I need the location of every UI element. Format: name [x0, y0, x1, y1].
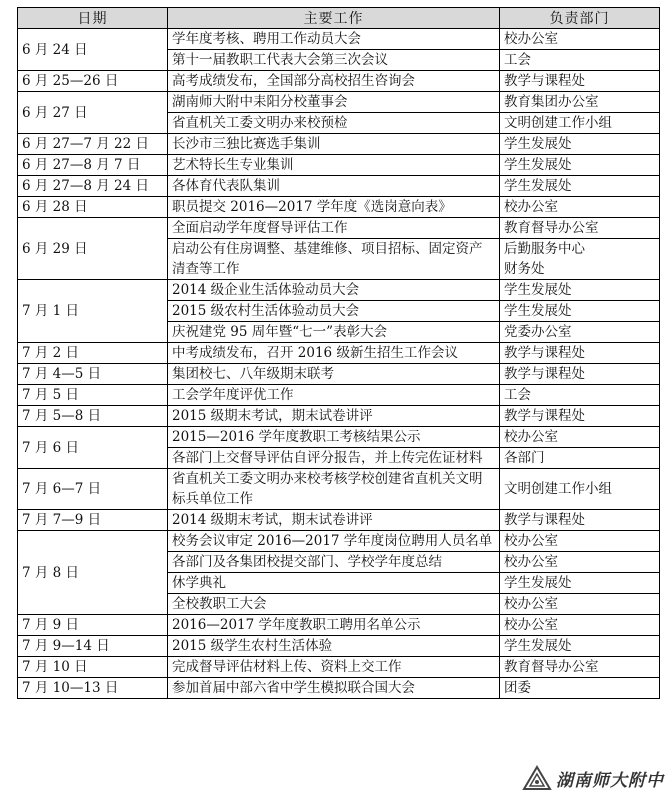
dept-cell: 团委	[500, 678, 660, 699]
table-row	[18, 531, 660, 552]
work-cell: 各体育代表队集训	[168, 176, 500, 197]
table-row	[18, 218, 660, 239]
dept-cell: 校办公室	[500, 594, 660, 615]
dept-cell: 学生发展处	[500, 134, 660, 155]
date-cell: 6 月 27—7 月 22 日	[18, 134, 168, 155]
date-cell: 6 月 24 日	[18, 29, 168, 71]
dept-cell: 教学与课程处	[500, 343, 660, 364]
work-cell: 高考成绩发布，全国部分高校招生咨询会	[168, 71, 500, 92]
date-cell: 7 月 9 日	[18, 615, 168, 636]
work-cell: 校务会议审定 2016—2017 学年度岗位聘用人员名单	[168, 531, 500, 552]
work-cell: 2015 级期末考试，期末试卷讲评	[168, 406, 500, 427]
work-cell: 职员提交 2016—2017 学年度《选岗意向表》	[168, 197, 500, 218]
header-dept: 负责部门	[500, 8, 660, 29]
dept-cell: 校办公室	[500, 531, 660, 552]
table-row	[18, 134, 660, 155]
dept-cell: 校办公室	[500, 197, 660, 218]
dept-cell: 各部门	[500, 448, 660, 469]
schedule-table	[17, 7, 660, 699]
dept-cell: 校办公室	[500, 615, 660, 636]
date-cell: 7 月 2 日	[18, 343, 168, 364]
dept-cell: 教学与课程处	[500, 406, 660, 427]
date-cell: 7 月 10—13 日	[18, 678, 168, 699]
dept-cell: 党委办公室	[500, 322, 660, 343]
dept-cell: 教学与课程处	[500, 510, 660, 531]
work-cell: 2015 级农村生活体验动员大会	[168, 301, 500, 322]
dept-cell: 教育督导办公室	[500, 657, 660, 678]
table-row	[18, 406, 660, 427]
dept-cell: 教育集团办公室	[500, 92, 660, 113]
table-row	[18, 510, 660, 531]
work-cell: 全面启动学年度督导评估工作	[168, 218, 500, 239]
date-cell: 6 月 28 日	[18, 197, 168, 218]
work-cell: 2016—2017 学年度教职工聘用名单公示	[168, 615, 500, 636]
work-cell: 启动公有住房调整、基建维修、项目招标、固定资产清查等工作	[168, 239, 500, 280]
work-cell: 参加首届中部六省中学生模拟联合国大会	[168, 678, 500, 699]
table-row	[18, 155, 660, 176]
school-watermark	[522, 763, 664, 793]
table-row	[18, 92, 660, 113]
work-cell: 学年度考核、聘用工作动员大会	[168, 29, 500, 50]
dept-cell: 后勤服务中心 财务处	[500, 239, 660, 280]
table-row	[18, 280, 660, 301]
date-cell: 7 月 5 日	[18, 385, 168, 406]
work-cell: 艺术特长生专业集训	[168, 155, 500, 176]
dept-cell: 教学与课程处	[500, 71, 660, 92]
date-cell: 6 月 25—26 日	[18, 71, 168, 92]
header-date: 日期	[18, 8, 168, 29]
table-row	[18, 469, 660, 510]
work-cell: 长沙市三独比赛选手集训	[168, 134, 500, 155]
table-row	[18, 636, 660, 657]
dept-cell: 学生发展处	[500, 636, 660, 657]
dept-cell: 学生发展处	[500, 155, 660, 176]
work-cell: 庆祝建党 95 周年暨“七一”表彰大会	[168, 322, 500, 343]
work-cell: 各部门上交督导评估自评分报告，并上传完佐证材料	[168, 448, 500, 469]
date-cell: 7 月 10 日	[18, 657, 168, 678]
date-cell: 6 月 27—8 月 7 日	[18, 155, 168, 176]
dept-cell: 校办公室	[500, 29, 660, 50]
work-cell: 2015—2016 学年度教职工考核结果公示	[168, 427, 500, 448]
schedule-body	[18, 29, 660, 699]
dept-cell: 工会	[500, 385, 660, 406]
watermark-text: 湖南师大附中	[556, 770, 664, 791]
work-cell: 中考成绩发布，召开 2016 级新生招生工作会议	[168, 343, 500, 364]
dept-cell: 学生发展处	[500, 301, 660, 322]
work-cell: 省直机关工委文明办来校考核学校创建省直机关文明标兵单位工作	[168, 469, 500, 510]
dept-cell: 文明创建工作小组	[500, 113, 660, 134]
table-row	[18, 385, 660, 406]
dept-cell: 教学与课程处	[500, 364, 660, 385]
date-cell: 7 月 6 日	[18, 427, 168, 469]
table-row	[18, 427, 660, 448]
table-row	[18, 364, 660, 385]
date-cell: 7 月 1 日	[18, 280, 168, 343]
dept-cell: 学生发展处	[500, 280, 660, 301]
table-row	[18, 71, 660, 92]
dept-cell: 校办公室	[500, 552, 660, 573]
work-cell: 湖南师大附中耒阳分校董事会	[168, 92, 500, 113]
date-cell: 7 月 6—7 日	[18, 469, 168, 510]
table-row	[18, 197, 660, 218]
table-row	[18, 678, 660, 699]
date-cell: 7 月 8 日	[18, 531, 168, 615]
date-cell: 7 月 7—9 日	[18, 510, 168, 531]
table-row	[18, 343, 660, 364]
work-cell: 工会学年度评优工作	[168, 385, 500, 406]
date-cell: 7 月 4—5 日	[18, 364, 168, 385]
dept-cell: 文明创建工作小组	[500, 469, 660, 510]
date-cell: 6 月 27 日	[18, 92, 168, 134]
work-cell: 各部门及各集团校提交部门、学校学年度总结	[168, 552, 500, 573]
dept-cell: 学生发展处	[500, 176, 660, 197]
date-cell: 6 月 27—8 月 24 日	[18, 176, 168, 197]
header-row	[18, 8, 660, 29]
work-cell: 休学典礼	[168, 573, 500, 594]
table-row	[18, 29, 660, 50]
table-row	[18, 176, 660, 197]
header-work: 主要工作	[168, 8, 500, 29]
dept-cell: 教育督导办公室	[500, 218, 660, 239]
dept-cell: 工会	[500, 50, 660, 71]
work-cell: 2015 级学生农村生活体验	[168, 636, 500, 657]
work-cell: 完成督导评估材料上传、资料上交工作	[168, 657, 500, 678]
date-cell: 7 月 5—8 日	[18, 406, 168, 427]
work-cell: 省直机关工委文明办来校预检	[168, 113, 500, 134]
date-cell: 6 月 29 日	[18, 218, 168, 280]
work-cell: 2014 级期末考试，期末试卷讲评	[168, 510, 500, 531]
work-cell: 集团校七、八年级期末联考	[168, 364, 500, 385]
date-cell: 7 月 9—14 日	[18, 636, 168, 657]
work-cell: 第十一届教职工代表大会第三次会议	[168, 50, 500, 71]
work-cell: 2014 级企业生活体验动员大会	[168, 280, 500, 301]
work-cell: 全校教职工大会	[168, 594, 500, 615]
table-row	[18, 657, 660, 678]
dept-cell: 学生发展处	[500, 573, 660, 594]
table-row	[18, 615, 660, 636]
school-emblem-icon	[522, 765, 552, 791]
dept-cell: 校办公室	[500, 427, 660, 448]
